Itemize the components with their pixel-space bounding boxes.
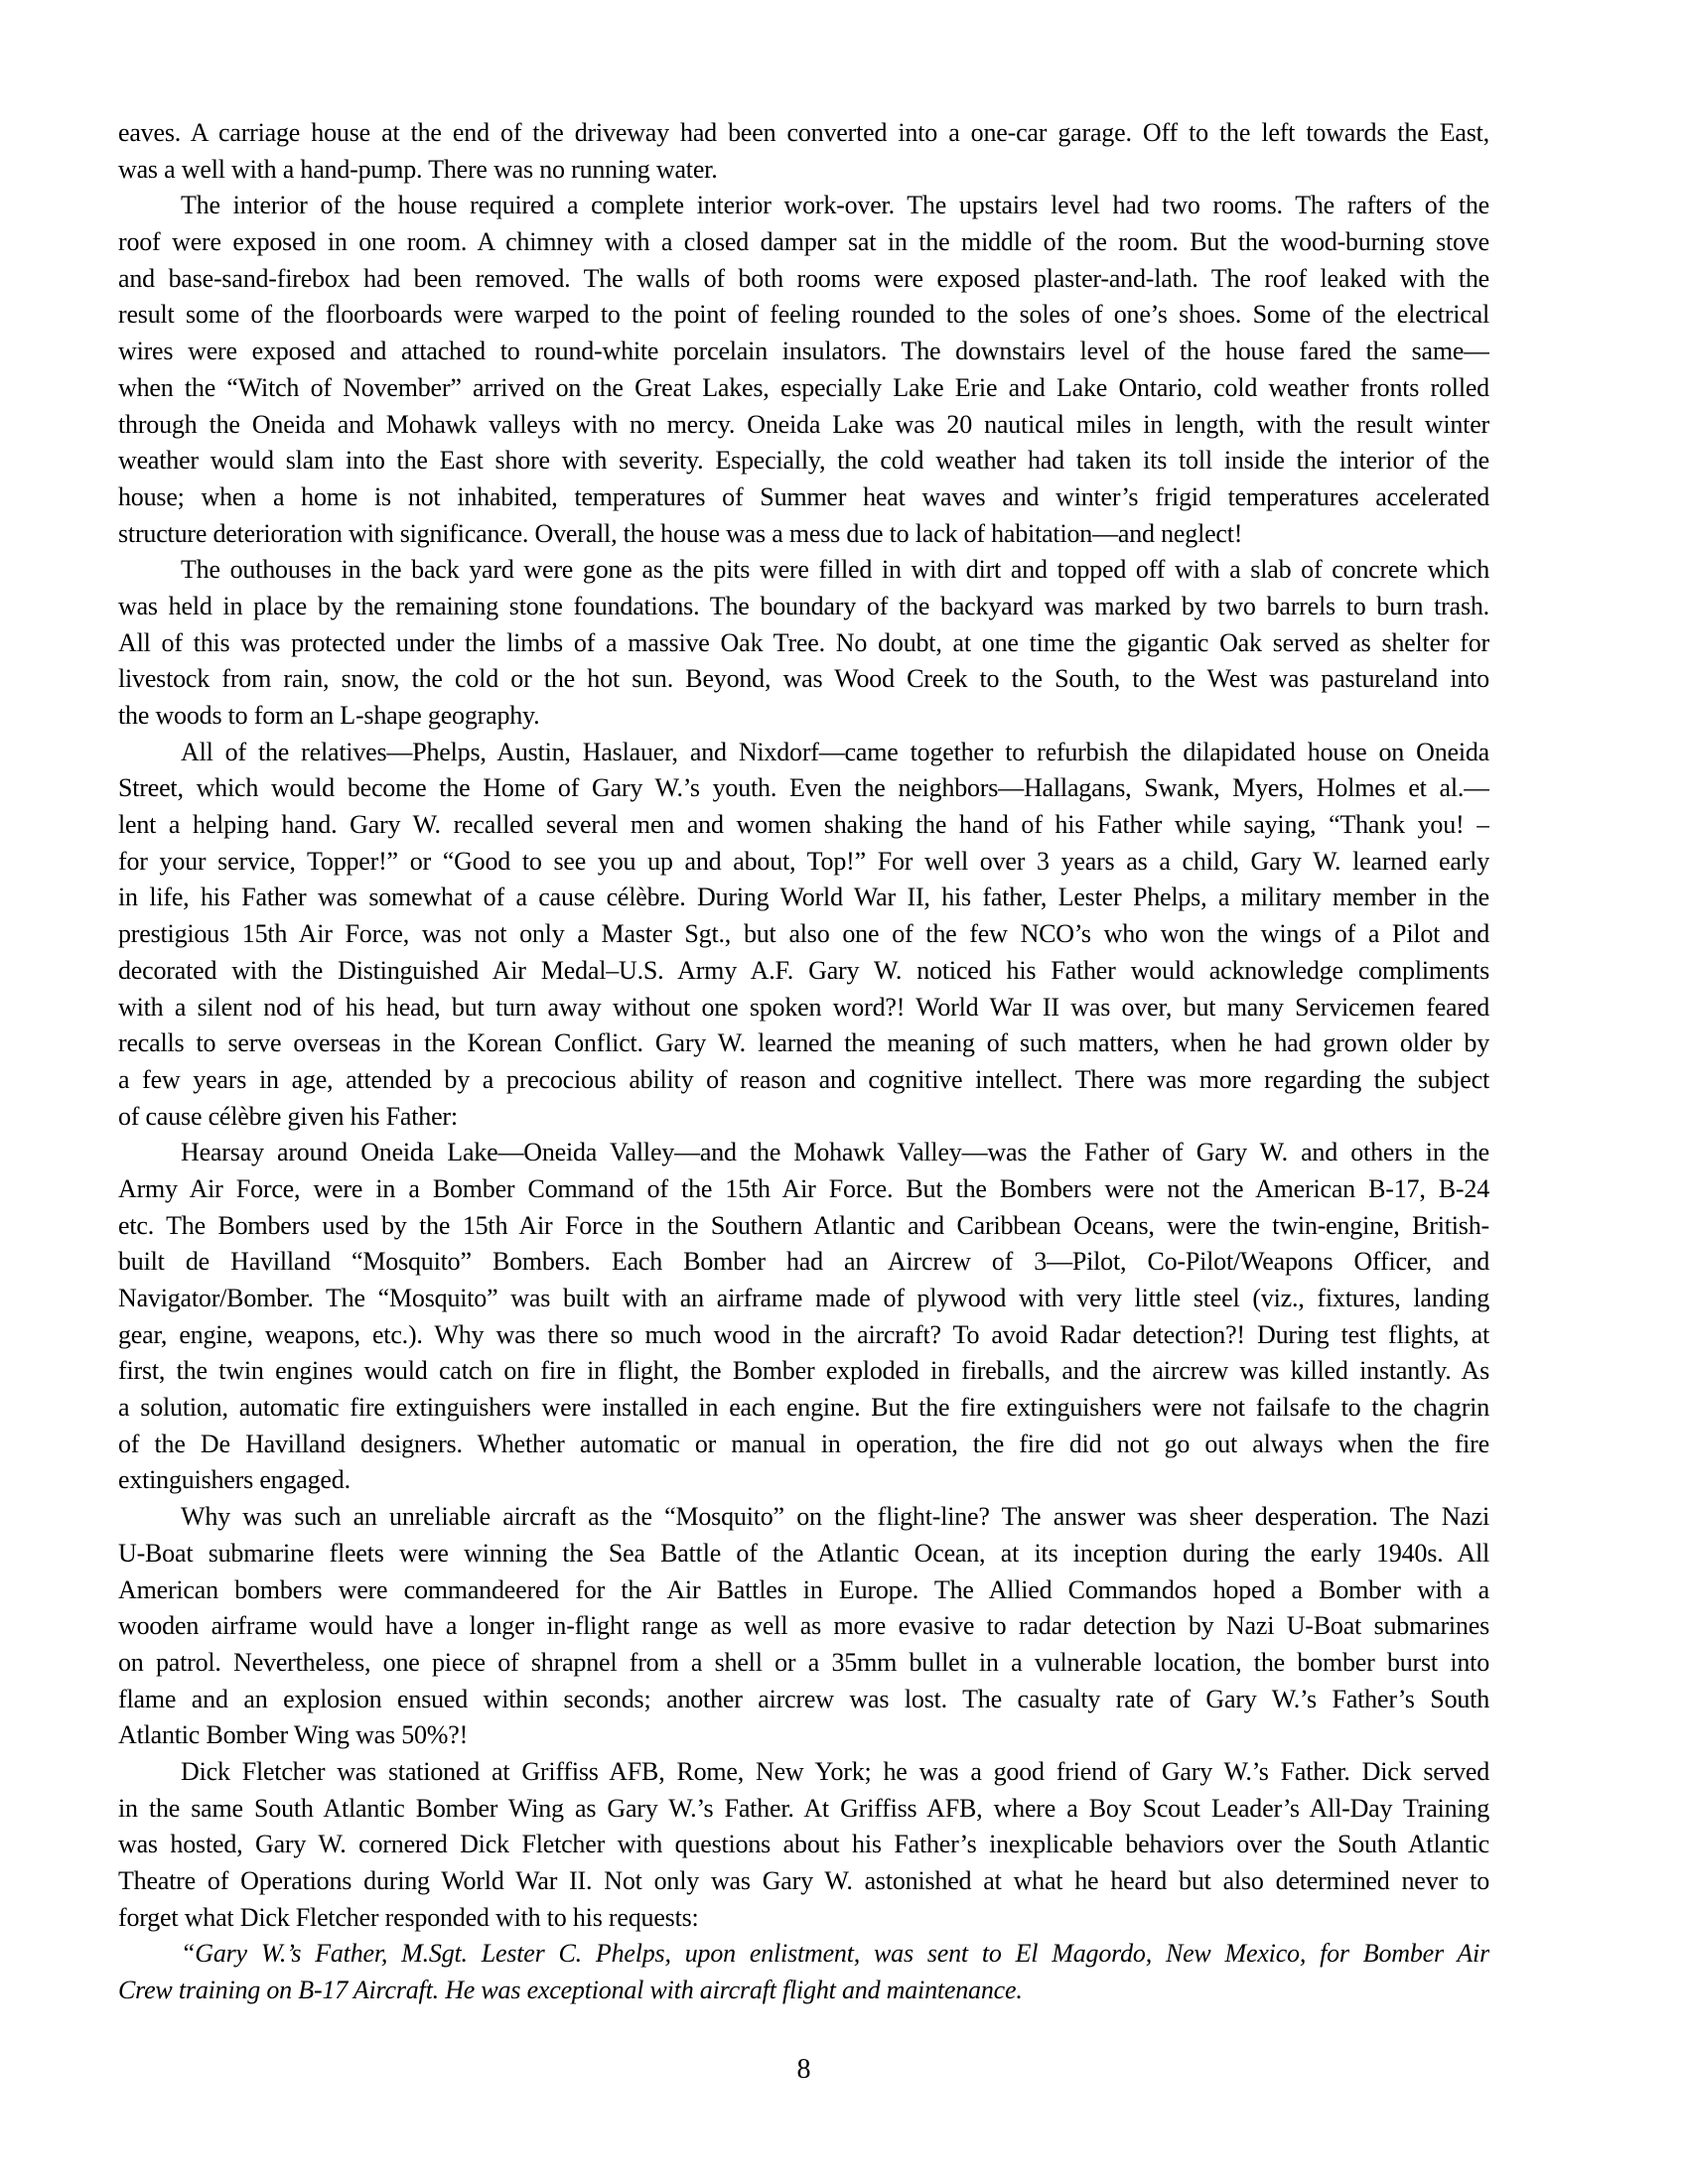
text-line: wires were exposed and attached to round-white porcelain insulators. The downstairs level of the house fared the same— [118,337,1489,366]
text-line: Army Air Force, were in a Bomber Command of the 15th Air Force. But the Bombers were not the American B-17, B-24 [118,1173,1489,1203]
text-line: Street, which would become the Home of Gary W.’s youth. Even the neighbors—Hallagans, Swank, Myers, Holmes et al.— [118,773,1489,803]
text-line: a solution, automatic fire extinguishers were installed in each engine. But the fire extinguishers were not failsafe to the chagrin [118,1393,1489,1423]
text-line: prestigious 15th Air Force, was not only a Master Sgt., but also one of the few NCO’s who won the wings of a Pilot and [118,919,1489,949]
text-line: Navigator/Bomber. The “Mosquito” was built with an airframe made of plywood with very little steel (viz., fixtures, landing [118,1284,1489,1312]
text-line: on patrol. Nevertheless, one piece of shrapnel from a shell or a 35mm bullet in a vulnerable location, the bomber burst into [118,1647,1489,1677]
text-line: was a well with a hand-pump. There was no running water. [118,154,718,184]
text-line: roof were exposed in one room. A chimney with a closed damper sat in the middle of the room. But the wood-burning stove [118,227,1489,257]
text-line: built de Havilland “Mosquito” Bombers. Each Bomber had an Aircrew of 3—Pilot, Co-Pilot/Weapons Officer, and [118,1247,1489,1277]
text-line: recalls to serve overseas in the Korean Conflict. Gary W. learned the meaning of such matters, when he had grown older by [118,1028,1489,1058]
text-line: wooden airframe would have a longer in-flight range as well as more evasive to radar detection by Nazi U-Boat submarines [118,1611,1489,1641]
text-line: flame and an explosion ensued within seconds; another aircrew was lost. The casualty rate of Gary W.’s Father’s South [118,1684,1489,1713]
text-line: in life, his Father was somewhat of a cause célèbre. During World War II, his father, Lester Phelps, a military member in the [118,883,1489,912]
text-line: All of the relatives—Phelps, Austin, Haslauer, and Nixdorf—came together to refurbish the dilapidated house on Oneida [181,737,1489,766]
text-line: the woods to form an L-shape geography. [118,701,540,730]
paragraph [118,735,1489,1136]
paragraph [118,115,1489,188]
text-line: “Gary W.’s Father, M.Sgt. Lester C. Phelps, upon enlistment, was sent to El Magordo, New Mexico, for Bomber Air [181,1939,1489,1969]
paragraph [118,1754,1489,1936]
text-line: livestock from rain, snow, the cold or the hot sun. Beyond, was Wood Creek to the South, to the West was pastureland into [118,664,1489,694]
text-line: weather would slam into the East shore with severity. Especially, the cold weather had taken its toll inside the interior of the [118,446,1489,476]
text-line: Dick Fletcher was stationed at Griffiss AFB, Rome, New York; he was a good friend of Gary W.’s Father. Dick served [181,1756,1489,1786]
text-line: extinguishers engaged. [118,1465,351,1495]
paragraph [118,188,1489,552]
text-line: first, the twin engines would catch on fire in flight, the Bomber exploded in fireballs, and the aircrew was killed instantly. As [118,1356,1489,1386]
text-line: through the Oneida and Mohawk valleys with no mercy. Oneida Lake was 20 nautical miles in length, with the result winter [118,409,1489,439]
text-line: Atlantic Bomber Wing was 50%?! [118,1720,469,1750]
text-line: was held in place by the remaining stone foundations. The boundary of the backyard was marked by two barrels to burn trash. [118,591,1489,620]
text-line: forget what Dick Fletcher responded with to his requests: [118,1902,699,1932]
text-line: decorated with the Distinguished Air Medal–U.S. Army A.F. Gary W. noticed his Father would acknowledge compliments [118,955,1489,985]
page-number: 8 [796,2054,811,2085]
text-line: lent a helping hand. Gary W. recalled several men and women shaking the hand of his Father while saying, “Thank you! – [118,810,1489,840]
text-line: structure deterioration with significance. Overall, the house was a mess due to lack of habitation—and neglect! [118,518,1243,548]
text-line: of cause célèbre given his Father: [118,1101,458,1131]
text-line: U-Boat submarine fleets were winning the Sea Battle of the Atlantic Ocean, at its inception during the early 1940s. All [118,1538,1489,1568]
text-line: result some of the floorboards were warped to the point of feeling rounded to the soles of one’s shoes. Some of the electrical [118,300,1489,330]
paragraph [118,1936,1489,2008]
text-line: house; when a home is not inhabited, temperatures of Summer heat waves and winter’s frigid temperatures accelerated [118,481,1489,511]
text-line: The interior of the house required a complete interior work-over. The upstairs level had two rooms. The rafters of the [181,191,1489,220]
text-line: and base-sand-firebox had been removed. The walls of both rooms were exposed plaster-and-lath. The roof leaked with the [118,263,1489,293]
text-line: Theatre of Operations during World War II. Not only was Gary W. astonished at what he heard but also determined never to [118,1866,1489,1895]
paragraph [118,1499,1489,1754]
text-line: a few years in age, attended by a precocious ability of reason and cognitive intellect. There was more regarding the subject [118,1064,1489,1094]
text-line: eaves. A carriage house at the end of the driveway had been converted into a one-car garage. Off to the left towards the East, [118,118,1489,147]
page-text [118,115,1489,2009]
text-line: Hearsay around Oneida Lake—Oneida Valley—and the Mohawk Valley—was the Father of Gary W. and others in the [181,1138,1489,1167]
text-line: American bombers were commandeered for the Air Battles in Europe. The Allied Commandos hoped a Bomber with a [118,1574,1489,1604]
text-line: with a silent nod of his head, but turn away without one spoken word?! World War II was over, but many Servicemen feared [118,992,1489,1022]
paragraph [118,552,1489,734]
text-line: for your service, Topper!” or “Good to see you up and about, Top!” For well over 3 years as a child, Gary W. learned early [118,846,1489,876]
text-line: The outhouses in the back yard were gone as the pits were filled in with dirt and topped off with a slab of concrete which [181,555,1489,585]
text-line: when the “Witch of November” arrived on the Great Lakes, especially Lake Erie and Lake Ontario, cold weather fronts rolled [118,372,1489,402]
text-line: Crew training on B-17 Aircraft. He was exceptional with aircraft flight and maintenance. [118,1976,1023,2005]
text-line: All of this was protected under the limbs of a massive Oak Tree. No doubt, at one time the gigantic Oak served as shelter for [118,627,1489,657]
text-line: etc. The Bombers used by the 15th Air Force in the Southern Atlantic and Caribbean Oceans, were the twin-engine, British- [118,1210,1489,1240]
text-line: of the De Havilland designers. Whether automatic or manual in operation, the fire did not go out always when the fire [118,1429,1489,1458]
text-line: was hosted, Gary W. cornered Dick Fletcher with questions about his Father’s inexplicable behaviors over the South Atlantic [118,1830,1489,1859]
text-line: gear, engine, weapons, etc.). Why was there so much wood in the aircraft? To avoid Radar detection?! During test flights, at [118,1319,1489,1349]
paragraph [118,1135,1489,1499]
text-line: Why was such an unreliable aircraft as the “Mosquito” on the flight-line? The answer was sheer desperation. The Nazi [181,1502,1489,1532]
text-line: in the same South Atlantic Bomber Wing as Gary W.’s Father. At Griffiss AFB, where a Boy Scout Leader’s All-Day Training [118,1793,1489,1823]
